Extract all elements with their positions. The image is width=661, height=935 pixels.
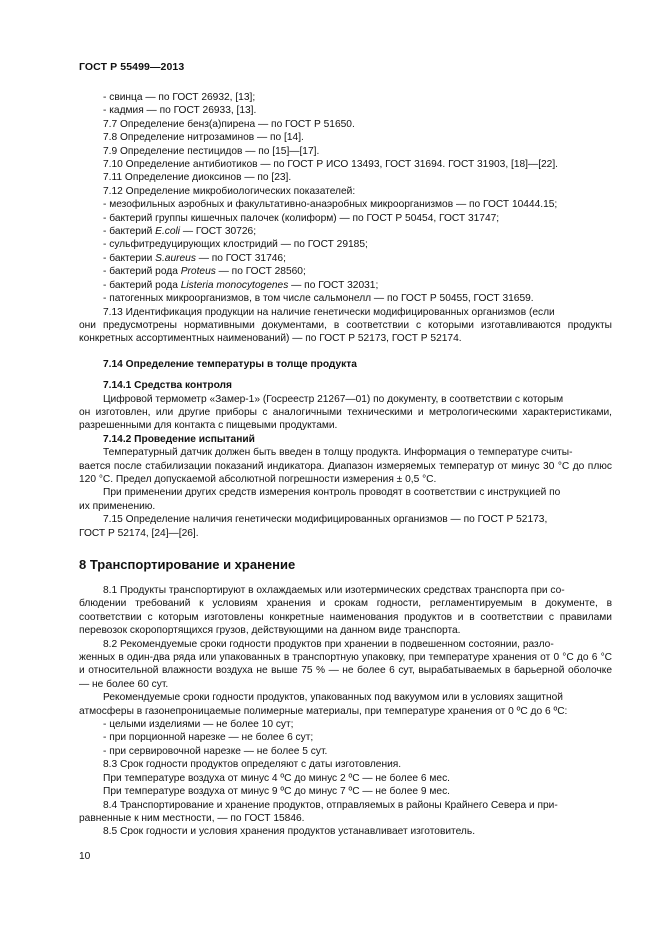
section-8-title: 8 Транспортирование и хранение — [79, 557, 296, 572]
paragraph-7-14-1-cont: он изготовлен, или другие приборы с аналогичными техническими и метрологическими характеристиками, разрешенными для контакта с пищевыми продуктами. — [79, 406, 612, 432]
list-item: - бактерий рода Listeria monocytogenes — по ГОСТ 32031; — [103, 279, 379, 291]
paragraph-8-2b: Рекомендуемые сроки годности продуктов, упакованных под вакуумом или в условиях защитной — [103, 692, 563, 704]
paragraph-8-2-cont: женных в один-два ряда или упакованных в транспортную упаковку, при температуре хранения от 0 °С до 6 °С и относительной влажности воздуха не выше 75 % — не более 6 сут, вырабатываемых в барьерной оболочке — не более 60 сут. — [79, 652, 612, 690]
paragraph-8-4: 8.4 Транспортирование и хранение продуктов, отправляемых в районы Крайнего Севера и при- — [103, 799, 558, 811]
list-item: - при сервировочной нарезке — не более 5 сут. — [103, 745, 328, 757]
paragraph-8-2: 8.2 Рекомендуемые сроки годности продуктов при хранении в подвешенном состоянии, разло- — [103, 638, 554, 650]
paragraph-7-12: 7.12 Определение микробиологических показателей: — [103, 185, 356, 197]
list-item: - бактерии S.aureus — по ГОСТ 31746; — [103, 252, 286, 264]
page-number: 10 — [79, 851, 91, 862]
list-item: - целыми изделиями — не более 10 сут; — [103, 719, 294, 731]
paragraph-7-14-1: Цифровой термометр «Замер-1» (Госреестр 21267—01) по документу, в соответствии с которым — [103, 393, 564, 405]
paragraph-8-4-cont: равненные к ним местности, — по ГОСТ 15846. — [79, 812, 305, 824]
list-item: - при порционной нарезке — не более 6 сут; — [103, 732, 314, 744]
paragraph-7-14-2-cont: вается после стабилизации показаний индикатора. Диапазон измеряемых температур от минус 30 °С до плюс 120 °С. Предел допускаемой абсолютной погрешности измерения ± 0,5 °С. — [79, 460, 612, 485]
paragraph-7-11: 7.11 Определение диоксинов — по [23]. — [103, 172, 292, 184]
paragraph-7-9: 7.9 Определение пестицидов — по [15]—[17]. — [103, 145, 320, 157]
heading-7-14-2: 7.14.2 Проведение испытаний — [103, 433, 255, 445]
list-item: - бактерий E.coli — ГОСТ 30726; — [103, 226, 257, 238]
list-item: - мезофильных аэробных и факультативно-анаэробных микроорганизмов — по ГОСТ 10444.15; — [103, 199, 558, 211]
paragraph-7-7: 7.7 Определение бенз(а)пирена — по ГОСТ Р 51650. — [103, 118, 355, 130]
paragraph-7-14-2b-cont: их применению. — [79, 500, 156, 512]
paragraph-7-8: 7.8 Определение нитрозаминов — по [14]. — [103, 132, 304, 144]
list-item: - кадмия — по ГОСТ 26933, [13]. — [103, 105, 257, 117]
list-item: - свинца — по ГОСТ 26932, [13]; — [103, 92, 256, 103]
paragraph-8-1-cont: блюдении требований к условиям хранения и срокам годности, регламентируемым в документе, в соответствии с которым изготовлены конкретные наименования продуктов и в соответствии с правилами перевозок скоропортящихся грузов, действующими на данном виде транспорта. — [79, 598, 612, 637]
paragraph-7-15: 7.15 Определение наличия генетически модифицированных организмов — по ГОСТ Р 52173, — [103, 514, 548, 526]
paragraph-7-13-cont: они предусмотрены нормативными документами, в соответствии с которыми изготавливаются продукты конкретных ассортиментных наименований) — по ГОСТ Р 52173, ГОСТ Р 52174. — [79, 319, 612, 345]
paragraph-8-5: 8.5 Срок годности и условия хранения продуктов устанавливает изготовитель. — [103, 826, 476, 838]
paragraph-8-2b-cont: атмосферы в газонепроницаемые полимерные материалы, при температуре хранения от 0 ºС до 6 ºС: — [79, 705, 568, 717]
paragraph-8-3: 8.3 Срок годности продуктов определяют с даты изготовления. — [103, 759, 402, 771]
document-body — [79, 91, 612, 839]
heading-7-14: 7.14 Определение температуры в толще продукта — [103, 358, 357, 370]
paragraph-7-14-2b: При применении других средств измерения контроль проводят в соответствии с инструкцией по — [103, 487, 561, 499]
heading-7-14-1: 7.14.1 Средства контроля — [103, 380, 232, 392]
page-header: ГОСТ Р 55499—2013 — [79, 61, 185, 73]
paragraph-7-15-cont: ГОСТ Р 52174, [24]—[26]. — [79, 527, 199, 539]
paragraph-8-1: 8.1 Продукты транспортируют в охлаждаемых или изотермических средствах транспорта при со- — [103, 585, 565, 596]
list-item: - бактерий группы кишечных палочек (колиформ) — по ГОСТ Р 50454, ГОСТ 31747; — [103, 212, 500, 224]
list-item: - бактерий рода Proteus — по ГОСТ 28560; — [103, 266, 306, 278]
list-item: - патогенных микроорганизмов, в том числе сальмонелл — по ГОСТ Р 50455, ГОСТ 31659. — [103, 293, 534, 305]
list-item: - сульфитредуцирующих клостридий — по ГОСТ 29185; — [103, 239, 368, 251]
paragraph-8-3-line: При температуре воздуха от минус 4 ºС до минус 2 ºС — не более 6 мес. — [103, 772, 450, 784]
paragraph-7-13: 7.13 Идентификация продукции на наличие генетически модифицированных организмов (если — [103, 306, 555, 318]
paragraph-7-10: 7.10 Определение антибиотиков — по ГОСТ Р ИСО 13493, ГОСТ 31694. ГОСТ 31903, [18]—[22]. — [103, 159, 559, 171]
paragraph-7-14-2: Температурный датчик должен быть введен в толщу продукта. Информация о температуре считы- — [103, 447, 573, 459]
paragraph-8-3-line: При температуре воздуха от минус 9 ºС до минус 7 ºС — не более 9 мес. — [103, 786, 450, 798]
